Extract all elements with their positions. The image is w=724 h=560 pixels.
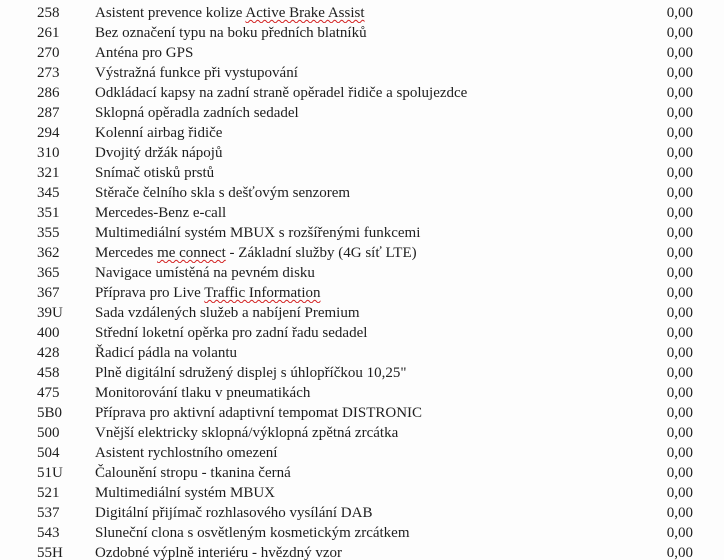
option-code: 537 [37,505,60,521]
spellcheck-underlined-text: me connect [157,245,226,261]
option-code: 287 [37,105,60,121]
option-description [95,423,623,443]
option-price: 0,00 [666,85,693,101]
option-code: 5B0 [37,405,63,421]
option-description [95,163,623,183]
option-description [95,123,623,143]
option-description [95,323,623,343]
option-description [95,543,623,560]
table-row [0,383,724,403]
table-row [0,203,724,223]
option-code: 400 [37,325,60,341]
option-price: 0,00 [666,205,693,221]
table-row [0,363,724,383]
option-price: 0,00 [666,265,693,281]
option-code: 500 [37,425,60,441]
table-row [0,443,724,463]
option-price: 0,00 [666,245,693,261]
option-code: 345 [37,185,60,201]
table-row [0,103,724,123]
option-description [95,283,623,303]
option-price: 0,00 [666,225,693,241]
option-code: 355 [37,225,60,241]
option-price: 0,00 [666,325,693,341]
table-row [0,283,724,303]
option-description [95,203,623,223]
table-row [0,423,724,443]
option-description [95,443,623,463]
option-description-text: Multimediální systém MBUX [95,485,275,501]
option-description-text: Mercedes-Benz e-call [95,205,227,221]
option-price: 0,00 [666,5,693,21]
option-description [95,363,623,383]
option-description-text: Kolenní airbag řidiče [95,125,223,141]
table-row [0,263,724,283]
spellcheck-underlined-text: Traffic Information [204,285,321,301]
table-row [0,483,724,503]
option-description-text: Sklopná opěradla zadních sedadel [95,105,299,121]
option-description [95,503,623,523]
table-row [0,143,724,163]
option-price: 0,00 [666,165,693,181]
option-price: 0,00 [666,45,693,61]
option-price: 0,00 [666,425,693,441]
table-row [0,503,724,523]
table-row [0,183,724,203]
option-code: 39U [37,305,63,321]
table-row [0,43,724,63]
option-code: 367 [37,285,60,301]
option-price: 0,00 [666,25,693,41]
option-description [95,383,623,403]
option-description [95,183,623,203]
option-price: 0,00 [666,185,693,201]
table-row [0,403,724,423]
option-description-text: Střední loketní opěrka pro zadní řadu sedadel [95,325,368,341]
option-price: 0,00 [666,305,693,321]
option-price: 0,00 [666,285,693,301]
option-description [95,523,623,543]
option-code: 294 [37,125,60,141]
option-code: 504 [37,445,60,461]
option-price: 0,00 [666,545,693,560]
option-description-text: Dvojitý držák nápojů [95,145,223,161]
option-description [95,103,623,123]
option-description [95,63,623,83]
option-price: 0,00 [666,385,693,401]
spellcheck-underlined-text: Active Brake Assist [245,5,365,21]
table-row [0,543,724,560]
option-description-text: Výstražná funkce při vystupování [95,65,298,81]
option-code: 521 [37,485,60,501]
option-price: 0,00 [666,365,693,381]
option-code: 55H [37,545,63,560]
table-row [0,303,724,323]
option-description-text: Čalounění stropu - tkanina černá [95,465,291,481]
option-description [95,403,623,423]
option-description [95,143,623,163]
option-code: 270 [37,45,60,61]
option-code: 362 [37,245,60,261]
option-price: 0,00 [666,345,693,361]
table-row [0,523,724,543]
option-code: 428 [37,345,60,361]
option-code: 51U [37,465,63,481]
option-description-text: Stěrače čelního skla s dešťovým senzorem [95,185,351,201]
option-price: 0,00 [666,465,693,481]
option-description-text: Vnější elektricky sklopná/výklopná zpětná zrcátka [95,425,399,441]
option-description-text: Anténa pro GPS [95,45,194,61]
table-row [0,83,724,103]
table-row [0,323,724,343]
option-description-text: Příprava pro Live [95,285,205,301]
option-price: 0,00 [666,445,693,461]
option-description [95,83,623,103]
options-table [0,3,724,560]
option-description [95,223,623,243]
option-price: 0,00 [666,125,693,141]
option-description [95,303,623,323]
option-price: 0,00 [666,505,693,521]
table-row [0,223,724,243]
option-description [95,343,623,363]
option-description-text: Plně digitální sdružený displej s úhlopříčkou 10,25" [95,365,407,381]
table-row [0,343,724,363]
option-code: 458 [37,365,60,381]
option-description-text: Snímač otisků prstů [95,165,215,181]
option-description [95,243,623,263]
option-price: 0,00 [666,145,693,161]
table-row [0,3,724,23]
option-code: 351 [37,205,60,221]
option-code: 261 [37,25,60,41]
option-price: 0,00 [666,65,693,81]
table-row [0,63,724,83]
option-description-text: - Základní služby (4G síť LTE) [225,245,417,261]
option-description [95,43,623,63]
option-description-text: Navigace umístěná na pevném disku [95,265,315,281]
option-description-text: Řadicí pádla na volantu [95,345,238,361]
table-row [0,463,724,483]
table-row [0,123,724,143]
option-code: 286 [37,85,60,101]
option-description-text: Bez označení typu na boku předních blatníků [95,25,367,41]
option-description-text: Příprava pro aktivní adaptivní tempomat DISTRONIC [95,405,423,421]
option-price: 0,00 [666,485,693,501]
option-code: 273 [37,65,60,81]
option-description [95,23,623,43]
option-price: 0,00 [666,525,693,541]
option-description [95,263,623,283]
option-code: 310 [37,145,60,161]
option-description-text: Asistent prevence kolize [95,5,246,21]
option-code: 365 [37,265,60,281]
option-code: 321 [37,165,60,181]
option-code: 543 [37,525,60,541]
option-price: 0,00 [666,405,693,421]
table-row [0,243,724,263]
option-description-text: Ozdobné výplně interiéru - hvězdný vzor [95,545,342,560]
option-description [95,3,623,23]
option-description-text: Multimediální systém MBUX s rozšířenými funkcemi [95,225,421,241]
option-description [95,463,623,483]
option-description-text: Sluneční clona s osvětleným kosmetickým zrcátkem [95,525,410,541]
option-description-text: Monitorování tlaku v pneumatikách [95,385,311,401]
table-row [0,163,724,183]
option-description-text: Digitální přijímač rozhlasového vysílání DAB [95,505,373,521]
option-description-text: Sada vzdálených služeb a nabíjení Premium [95,305,360,321]
option-description [95,483,623,503]
option-price: 0,00 [666,105,693,121]
table-row [0,23,724,43]
option-description-text: Mercedes [95,245,158,261]
option-code: 475 [37,385,60,401]
option-description-text: Asistent rychlostního omezení [95,445,278,461]
option-description-text: Odkládací kapsy na zadní straně opěradel řidiče a spolujezdce [95,85,468,101]
option-code: 258 [37,5,60,21]
